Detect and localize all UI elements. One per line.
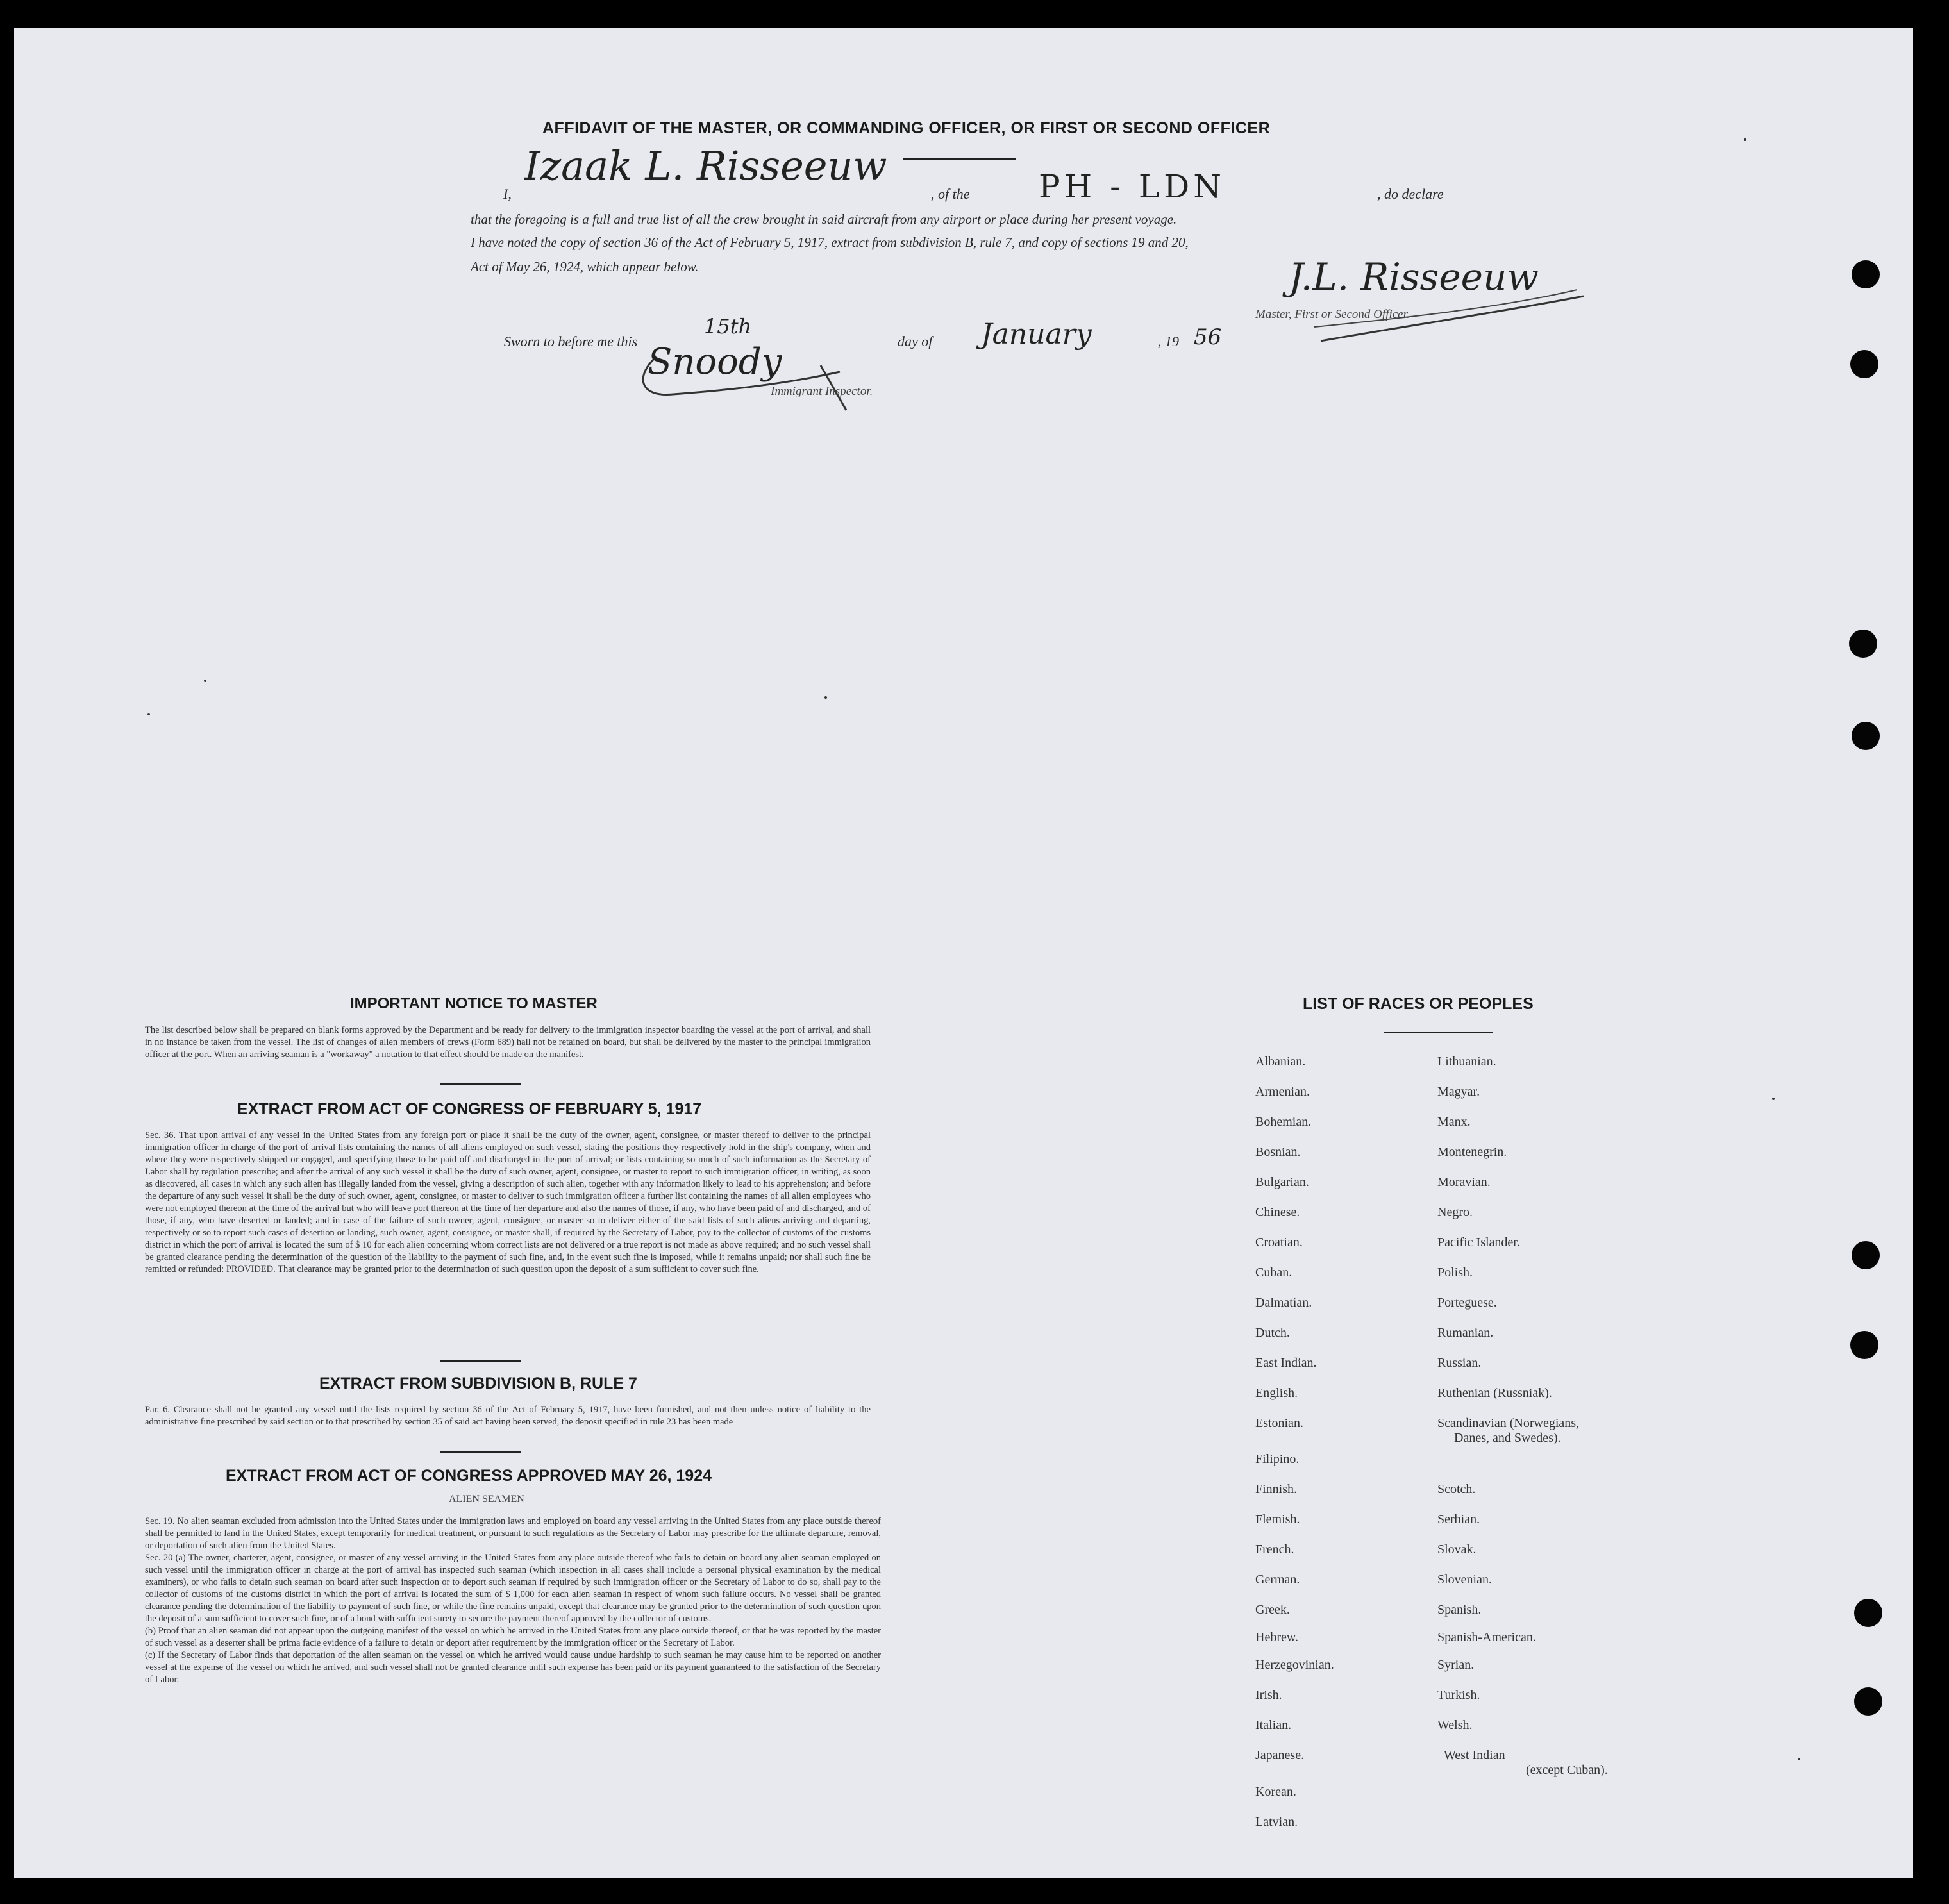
race-col2-item: Montenegrin. — [1437, 1145, 1507, 1159]
race-col1-item: Chinese. — [1255, 1205, 1300, 1219]
subdivision-title: EXTRACT FROM SUBDIVISION B, RULE 7 — [319, 1374, 637, 1392]
scan-speck — [204, 680, 206, 682]
affidavit-line-4: Act of May 26, 1924, which appear below. — [471, 259, 699, 274]
race-col1-item: Herzegovinian. — [1255, 1658, 1334, 1672]
race-col2-item: Scotch. — [1437, 1482, 1476, 1496]
extract-1924-title: EXTRACT FROM ACT OF CONGRESS APPROVED MAY 26, 1924 — [226, 1467, 712, 1485]
signature-caption: Master, First or Second Officer. — [1255, 308, 1410, 321]
race-col2-item: Polish. — [1437, 1265, 1473, 1280]
race-col1-item: Bosnian. — [1255, 1145, 1301, 1159]
race-col2-item: Magyar. — [1437, 1085, 1480, 1099]
sworn-year: 56 — [1194, 324, 1222, 350]
race-col2-item: Spanish. — [1437, 1603, 1482, 1617]
extract-1917-title: EXTRACT FROM ACT OF CONGRESS OF FEBRUARY 5, 1917 — [237, 1100, 702, 1118]
subdivision-divider — [440, 1451, 521, 1453]
binder-hole — [1852, 260, 1880, 288]
race-col2-item: Pacific Islander. — [1437, 1235, 1520, 1249]
race-col2-continuation: (except Cuban). — [1526, 1763, 1608, 1777]
extract-1924-subtitle: ALIEN SEAMEN — [449, 1494, 524, 1505]
race-col1-item: Bulgarian. — [1255, 1175, 1309, 1189]
do-declare-label: , do declare — [1377, 186, 1444, 202]
race-col1-item: Dalmatian. — [1255, 1296, 1312, 1310]
race-col1-item: Japanese. — [1255, 1748, 1305, 1762]
master-name-handwritten: Izaak L. Risseeuw — [524, 142, 887, 189]
races-title: LIST OF RACES OR PEOPLES — [1303, 995, 1534, 1013]
binder-hole — [1850, 350, 1878, 378]
scan-speck — [147, 713, 150, 715]
binder-hole — [1854, 1599, 1882, 1627]
scan-speck — [1798, 1758, 1800, 1760]
race-col2-item: Spanish-American. — [1437, 1630, 1536, 1644]
race-col1-item: Hebrew. — [1255, 1630, 1299, 1644]
day-of-label: day of — [898, 333, 933, 349]
binder-hole — [1852, 722, 1880, 750]
race-col2-item: Syrian. — [1437, 1658, 1475, 1672]
sec-20b: (b) Proof that an alien seaman did not appear upon the outgoing manifest of the vessel on which he arrived in the United States from any place outside thereof, or that he was reported by the master of such vessel as a deserter shall be prima facie evidence of a failure to detain or deport after requirement by the immigration officer or the Secretary of Labor. — [145, 1626, 881, 1648]
race-col1-item: Finnish. — [1255, 1482, 1298, 1496]
race-col2-item: Slovenian. — [1437, 1573, 1492, 1587]
binder-hole — [1849, 630, 1877, 658]
race-col1-item: Italian. — [1255, 1718, 1292, 1732]
sec-20c: (c) If the Secretary of Labor finds that deportation of the alien seaman on the vessel on which he arrived would cause undue hardship to such seaman he may cause him to be reported on another vessel at the expense of the vessel on which he arrived, and such vessel shall not be granted clearance until such expense has been paid or its payment guaranteed to the satisfaction of the Secretary of Labor. — [145, 1650, 881, 1685]
race-col2-item: Porteguese. — [1437, 1296, 1497, 1310]
race-col1-item: Dutch. — [1255, 1326, 1290, 1340]
race-col1-item: Flemish. — [1255, 1512, 1300, 1526]
subdivision-body: Par. 6. Clearance shall not be granted any vessel until the lists required by section 36 of the Act of February 5, 1917, have been furnished, and not then unless notice of liability to the administrative fine prescribed by said section or to that prescribed by section 35 of said act having been served, the deposit specified in rule 23 has been made — [145, 1405, 871, 1427]
inspector-caption: Immigrant Inspector. — [771, 385, 873, 398]
title-underline — [903, 158, 1016, 160]
race-col1-item: Latvian. — [1255, 1815, 1298, 1829]
affidavit-i: I, — [503, 186, 512, 202]
affidavit-line-2: that the foregoing is a full and true list of all the crew brought in said aircraft from any airport or place during her present voyage. — [471, 212, 1177, 227]
notice-title: IMPORTANT NOTICE TO MASTER — [350, 995, 598, 1012]
race-col1-item: Albanian. — [1255, 1055, 1306, 1069]
race-col2-item: Turkish. — [1437, 1688, 1480, 1702]
affidavit-title: AFFIDAVIT OF THE MASTER, OR COMMANDING OFFICER, OR FIRST OR SECOND OFFICER — [542, 119, 1271, 137]
race-col1-item: English. — [1255, 1386, 1298, 1400]
race-col1-item: Korean. — [1255, 1785, 1296, 1799]
binder-hole — [1852, 1241, 1880, 1269]
race-col2-item: Lithuanian. — [1437, 1055, 1496, 1069]
race-col2-item: Serbian. — [1437, 1512, 1480, 1526]
master-signature: J.L. Risseeuw — [1289, 255, 1539, 299]
race-col1-item: East Indian. — [1255, 1356, 1317, 1370]
race-col1-item: Irish. — [1255, 1688, 1282, 1702]
race-col2-continuation: Danes, and Swedes). — [1454, 1431, 1561, 1445]
race-col1-item: Croatian. — [1255, 1235, 1303, 1249]
sworn-month: January — [981, 318, 1092, 351]
extract-1917-divider — [440, 1360, 521, 1362]
races-divider — [1384, 1032, 1493, 1033]
race-col2-item: Scandinavian (Norwegians, — [1437, 1416, 1580, 1430]
race-col2-item: Negro. — [1437, 1205, 1473, 1219]
race-col1-item: French. — [1255, 1542, 1294, 1557]
scan-speck — [824, 696, 827, 699]
race-col2-item: Moravian. — [1437, 1175, 1491, 1189]
notice-body: The list described below shall be prepared on blank forms approved by the Department and be ready for delivery to the immigration inspector boarding the vessel at the port of arrival, and shall in no instance be taken from the vessel. The list of changes of alien members of crews (Form 689) hall not be retained on board, but shall be delivered by the master to the principal immigration officer at the port. When an arriving seaman is a "workaway" a notation to that effect should be made on the manifest. — [145, 1025, 871, 1060]
binder-hole — [1850, 1331, 1878, 1359]
of-the-label: , of the — [931, 186, 970, 202]
scan-speck — [1744, 138, 1746, 141]
race-col1-item: Filipino. — [1255, 1452, 1300, 1466]
race-col2-item: Rumanian. — [1437, 1326, 1494, 1340]
sec-19: Sec. 19. No alien seaman excluded from admission into the United States under the immigration laws and employed on board any vessel arriving in the United States from any place outside thereof shall be permitted to land in the United States, except temporarily for medical treatment, or pursuant to such regulations as the Secretary of Labor may prescribe for the ultimate departure, removal, or deportation of such alien from the United States. — [145, 1516, 881, 1551]
race-col2-item: Slovak. — [1437, 1542, 1476, 1557]
race-col1-item: Greek. — [1255, 1603, 1290, 1617]
race-col2-item: Manx. — [1437, 1115, 1471, 1129]
race-col2-item: Russian. — [1437, 1356, 1482, 1370]
race-col1-item: Estonian. — [1255, 1416, 1303, 1430]
aircraft-handwritten: PH - LDN — [1039, 168, 1225, 205]
notice-divider — [440, 1083, 521, 1085]
extract-1924-body — [145, 1516, 881, 1686]
scan-speck — [1772, 1098, 1775, 1100]
inspector-signature: Snoody — [648, 341, 782, 383]
race-col1-item: Bohemian. — [1255, 1115, 1312, 1129]
year-prefix: , 19 — [1158, 333, 1179, 349]
race-col2-item: West Indian — [1444, 1748, 1505, 1762]
sec-20a: Sec. 20 (a) The owner, charterer, agent, consignee, or master of any vessel arriving in the United States from any place outside thereof who fails to detain on board any alien seaman employed on such vessel until the immigration officer in charge at the port of arrival has inspected such seaman (which inspection in all cases shall include a personal physical examination by the medical examiners), or who fails to detain such seaman on board after such inspection or to deport such seaman if required by such immigration officer or the Secretary of Labor to do so, shall pay to the collector of customs of the customs district in which the port of arrival is located the sum of $ 1,000 for each alien seaman in respect of whom such failure occurs. No vessel shall be granted clearance pending the determination of the liability to payment of such fine, or while the fine remains unpaid, except that clearance may be granted prior to the determination of such question upon the deposit of a sum sufficient to cover such fine, or of a bond with sufficient surety to secure the payment thereof approved by the collector of customs. — [145, 1553, 881, 1624]
race-col1-item: German. — [1255, 1573, 1300, 1587]
sworn-text: Sworn to before me this — [504, 333, 638, 349]
race-col1-item: Armenian. — [1255, 1085, 1310, 1099]
race-col2-item: Ruthenian (Russniak). — [1437, 1386, 1552, 1400]
affidavit-line-3: I have noted the copy of section 36 of the Act of February 5, 1917, extract from subdivision B, rule 7, and copy of sections 19 and 20, — [471, 235, 1189, 250]
extract-1917-body: Sec. 36. That upon arrival of any vessel in the United States from any foreign port or place it shall be the duty of the owner, agent, consignee, or master thereof to deliver to the principal immigration officer in charge of the port of arrival lists containing the names of all aliens employed on such vessel, stating the positions they respectively hold in the ship's company, when and where they were respectively shipped or engaged, and specifying those to be paid off and discharged in the port of arrival; or lists containing so much of such information as the Secretary of Labor shall by regulation prescribe; and after the arrival of any such vessel it shall be the duty of such owner, agent, consignee, or master to report to such immigration officer, in writing, as soon as discovered, all cases in which any such alien has illegally landed from the vessel, giving a description of such alien, together with any information likely to lead to his apprehension; and before the departure of any such vessel it shall be the duty of such owner, agent, consignee, or master to deliver to such immigration officer a further list containing the names of all alien employees who were not employed thereon at the time of the arrival but who will leave port thereon at the time of her departure and also the names of those, if any, who have been paid of and discharged, and of those, if any, who have deserted or landed; and in case of the failure of such owner, agent, consignee, or master so to deliver either of the said lists of such aliens arriving and departing, respectively or so to report such cases of desertion or landing, such owner, agent, consignee, or master shall, if required by the Secretary of Labor, pay to the collector of customs of the customs district in which the port of arrival is located the sum of $ 10 for each alien concerning whom correct lists are not delivered or a true report is not made as above required; and no such vessel shall be granted clearance pending the determination of the question of the liability to the payment of such fine, and, in the event such fine is imposed, while it remains unpaid; nor shall such fine be remitted or refunded: PROVIDED. That clearance may be granted prior to the determination of such question upon the deposit of a sum sufficient to cover such fine. — [145, 1130, 871, 1274]
race-col1-item: Cuban. — [1255, 1265, 1292, 1280]
race-col2-item: Welsh. — [1437, 1718, 1473, 1732]
binder-hole — [1854, 1687, 1882, 1716]
sworn-day: 15th — [704, 314, 752, 338]
